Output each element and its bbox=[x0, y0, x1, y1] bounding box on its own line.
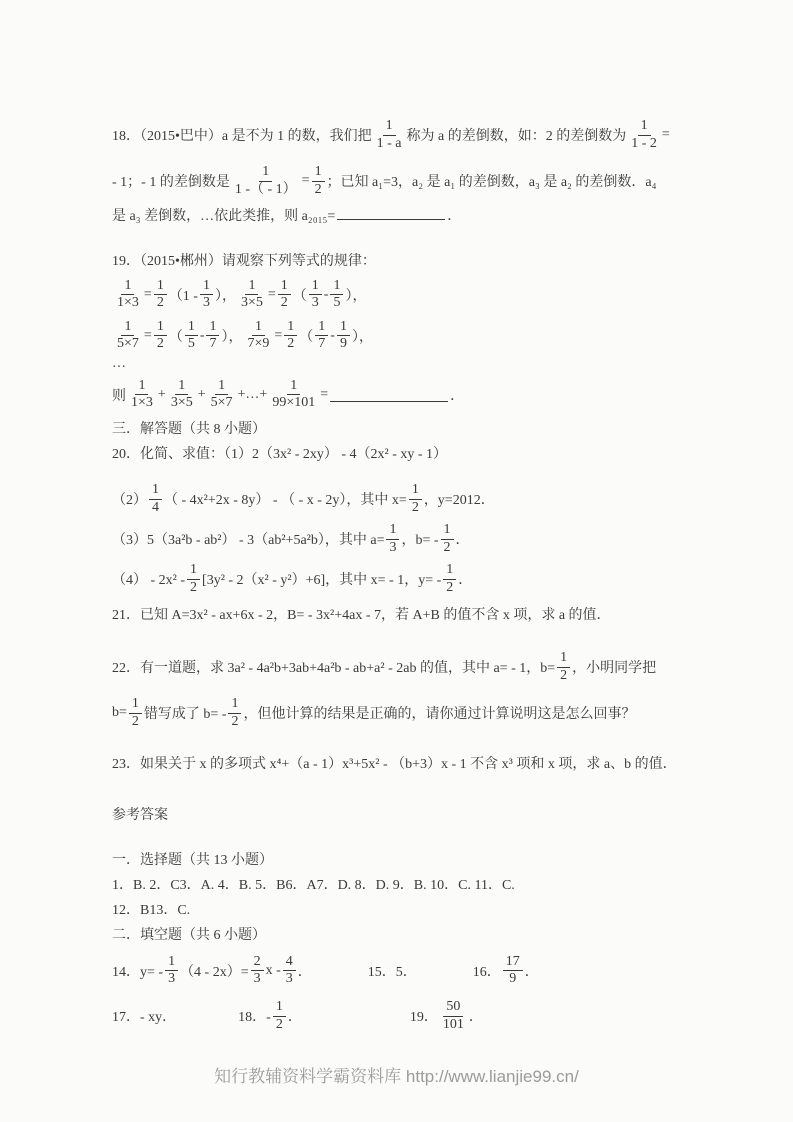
fraction-denominator: 1 -（ - 1） bbox=[234, 181, 297, 197]
fraction-numerator: 1 bbox=[121, 278, 134, 295]
fraction-denominator: 3×5 bbox=[240, 295, 263, 310]
fraction-numerator: 1 bbox=[187, 562, 200, 579]
answer-blank-q19 bbox=[330, 387, 448, 403]
fraction-numerator: 1 bbox=[309, 278, 322, 295]
fraction-denominator: 2 bbox=[275, 1016, 283, 1032]
fraction-denominator: 3 bbox=[168, 971, 176, 986]
fraction-denominator: 3 bbox=[253, 971, 261, 986]
fraction-numerator: 1 bbox=[245, 278, 258, 295]
fraction-numerator: 17 bbox=[503, 954, 523, 971]
fraction bbox=[315, 319, 328, 352]
text-run: 18．- bbox=[238, 1010, 271, 1025]
fraction-numerator: 1 bbox=[330, 278, 343, 295]
fraction-numerator: 1 bbox=[386, 522, 399, 539]
fraction-denominator: 2 bbox=[280, 295, 288, 310]
fraction bbox=[154, 278, 167, 311]
text-run: = bbox=[301, 173, 310, 188]
text-run: 二．填空题（共 6 小题） bbox=[112, 928, 266, 943]
fraction bbox=[149, 482, 162, 515]
fraction bbox=[309, 278, 322, 311]
fraction-numerator: 1 bbox=[129, 696, 142, 713]
text-run: ． bbox=[287, 1010, 302, 1025]
fraction-denominator: 2 bbox=[131, 713, 139, 729]
equals-sign: = bbox=[320, 386, 329, 402]
fraction-numerator: 50 bbox=[443, 999, 463, 1016]
fraction-numerator: 1 bbox=[175, 378, 188, 395]
text-run: ）， bbox=[345, 288, 367, 304]
fraction-numerator: 1 bbox=[135, 378, 148, 395]
fraction-denominator: 5×7 bbox=[117, 336, 139, 351]
answers-choice-line-2 bbox=[112, 898, 698, 923]
fraction-denominator: 2 bbox=[287, 336, 295, 351]
question-22-line-1 bbox=[112, 644, 698, 690]
question-18-line-2 bbox=[112, 158, 698, 204]
text-run: （4） - 2x² - bbox=[112, 573, 186, 588]
fraction-denominator: 5×7 bbox=[210, 395, 233, 410]
text-run: 称为 a 的差倒数，如：2 的差倒数为 bbox=[406, 129, 627, 144]
text-run: （ - 4x²+2x - 8y） - （ - x - 2y），其中 x= bbox=[164, 493, 407, 508]
answers-section-1-header bbox=[112, 848, 698, 873]
question-18-line-3 bbox=[112, 204, 698, 229]
fraction bbox=[443, 562, 456, 595]
fraction-numerator: 1 bbox=[121, 319, 134, 336]
fraction-numerator: 1 bbox=[154, 319, 167, 336]
fraction bbox=[337, 319, 350, 352]
fraction-denominator: 2 bbox=[446, 579, 454, 595]
text-run: ． bbox=[450, 388, 465, 404]
fraction-denominator: 7×9 bbox=[247, 336, 270, 351]
answers-fill-row-1 bbox=[112, 948, 698, 993]
fraction bbox=[187, 562, 200, 595]
section-3-header bbox=[112, 417, 698, 442]
fraction-numerator: 1 bbox=[215, 378, 228, 395]
text-run: ，但他计算的结果是正确的，请你通过计算说明这是怎么回事？ bbox=[243, 707, 636, 722]
question-20-part-4 bbox=[112, 559, 698, 599]
fraction-numerator: 1 bbox=[273, 999, 286, 1016]
fraction-denominator: 2 bbox=[314, 181, 322, 197]
fraction bbox=[278, 278, 291, 311]
fraction bbox=[232, 164, 300, 197]
text-run: 是 a₃ 差倒数，…依此类推，则 a₂₀₁₅= bbox=[112, 209, 336, 224]
text-run: ，b= - bbox=[401, 533, 439, 548]
fraction bbox=[269, 378, 318, 411]
text-run: ． bbox=[297, 964, 312, 980]
equals-sign: = bbox=[267, 286, 276, 302]
answer-17 bbox=[112, 1006, 176, 1026]
text-run: （3）5（3a²b - ab²） - 3（ab²+5a²b），其中 a= bbox=[112, 533, 385, 548]
text-run: 22．有一道题，求 3a² - 4a²b+3ab+4a²b - ab+a² - 2ab 的值，其中 a= - 1，b= bbox=[112, 661, 556, 676]
text-run: ；已知 a₁=3，a₂ 是 a₁ 的差倒数，a₃ 是 a₂ 的差倒数．a₄ bbox=[326, 175, 657, 190]
text-run: 则 bbox=[112, 388, 126, 404]
answer-14 bbox=[112, 954, 312, 987]
text-run: x - bbox=[265, 962, 281, 978]
text-run: ． bbox=[455, 533, 470, 548]
question-20-part-3 bbox=[112, 519, 698, 559]
fraction bbox=[283, 954, 296, 987]
fraction-numerator: 1 bbox=[409, 482, 422, 499]
fraction bbox=[628, 118, 660, 151]
text-run: ． bbox=[458, 573, 473, 588]
fraction-numerator: 1 bbox=[557, 650, 570, 667]
fraction-denominator: 3 bbox=[202, 295, 210, 310]
answer-blank-q18 bbox=[337, 204, 445, 220]
fraction bbox=[114, 319, 142, 352]
question-20-part-2 bbox=[112, 479, 698, 519]
fraction-denominator: 1 - a bbox=[376, 135, 402, 151]
text-run: 参考答案 bbox=[112, 808, 168, 823]
fraction-numerator: 1 bbox=[287, 378, 300, 395]
text-run: ． bbox=[524, 964, 539, 980]
text-run: （ bbox=[299, 329, 314, 345]
fraction-denominator: 5 bbox=[333, 295, 341, 310]
answer-15 bbox=[368, 961, 417, 981]
watermark-text: 知行教辅资料学霸资料库 http://www.lianjie99.cn/ bbox=[214, 1067, 579, 1086]
fraction-denominator: 2 bbox=[156, 295, 164, 310]
fraction-denominator: 3 bbox=[389, 539, 397, 555]
minus-sign: - bbox=[199, 327, 205, 343]
fraction-denominator: 3×5 bbox=[170, 395, 193, 410]
fraction bbox=[208, 378, 236, 411]
text-run: 23．如果关于 x 的多项式 x⁴+（a - 1）x³+5x² - （b+3）x - 1 不含 x³ 项和 x 项，求 a、b 的值． bbox=[112, 757, 677, 772]
fraction-numerator: 1 bbox=[185, 319, 198, 336]
fraction bbox=[228, 696, 241, 729]
question-19-row-2 bbox=[112, 315, 698, 356]
fraction-numerator: 1 bbox=[154, 278, 167, 295]
answers-section-2-header bbox=[112, 923, 698, 948]
fraction-denominator: 101 bbox=[442, 1016, 464, 1032]
fraction bbox=[284, 319, 297, 352]
text-run: ）， bbox=[351, 329, 373, 345]
fraction-numerator: 1 bbox=[315, 319, 328, 336]
fraction bbox=[128, 378, 156, 411]
fraction bbox=[312, 164, 325, 197]
fraction-numerator: 4 bbox=[283, 954, 296, 971]
fraction bbox=[168, 378, 196, 411]
fraction bbox=[185, 319, 198, 352]
fraction bbox=[557, 650, 570, 683]
fraction-denominator: 5 bbox=[187, 336, 195, 351]
fraction-numerator: 2 bbox=[251, 954, 264, 971]
text-run: 21．已知 A=3x² - ax+6x - 2，B= - 3x²+4ax - 7，若 A+B 的值不含 x 项，求 a 的值． bbox=[112, 608, 611, 623]
fraction bbox=[251, 954, 264, 987]
question-21 bbox=[112, 603, 698, 628]
text-run: 17．- xy． bbox=[112, 1010, 177, 1025]
question-19-row-3 bbox=[112, 372, 698, 417]
equals-sign: = bbox=[143, 286, 152, 302]
fraction-denominator: 1×3 bbox=[117, 295, 139, 310]
text-run: ，y=2012． bbox=[423, 493, 495, 508]
text-run: b= bbox=[112, 705, 127, 720]
fraction-numerator: 1 bbox=[149, 482, 162, 499]
fraction bbox=[154, 319, 167, 352]
answers-title bbox=[112, 803, 698, 828]
text-run: 20．化简、求值：（1）2（3x² - 2xy） - 4（2x² - xy - 1） bbox=[112, 447, 448, 462]
fraction bbox=[244, 319, 272, 352]
fraction bbox=[409, 482, 422, 515]
fraction bbox=[114, 278, 142, 311]
text-run: = bbox=[661, 127, 670, 142]
text-run: 19．（2015•郴州）请观察下列等式的规律： bbox=[112, 254, 376, 269]
minus-sign: - bbox=[330, 327, 335, 343]
answer-19 bbox=[410, 999, 483, 1032]
text-run: （2） bbox=[112, 493, 147, 508]
plus-sign: + bbox=[197, 386, 206, 402]
text-run: ． bbox=[468, 1010, 483, 1025]
answer-18 bbox=[238, 999, 302, 1032]
text-run: 错写成了 b= - bbox=[143, 707, 227, 722]
question-18-line-1 bbox=[112, 112, 698, 158]
fraction-numerator: 1 bbox=[443, 562, 456, 579]
fraction-numerator: 1 bbox=[441, 522, 454, 539]
site-watermark bbox=[0, 1062, 793, 1087]
text-run: 1．B. 2．C3．A. 4．B. 5．B6．A7．D. 8．D. 9．B. 10．C. 11．C. bbox=[112, 878, 515, 893]
fraction-numerator: 1 bbox=[165, 954, 178, 971]
fraction-numerator: 1 bbox=[312, 164, 325, 181]
fraction-denominator: 2 bbox=[411, 499, 419, 515]
equals-sign: = bbox=[143, 327, 152, 343]
fraction bbox=[129, 696, 142, 729]
question-19-row-1 bbox=[112, 274, 698, 315]
fraction-denominator: 1 - 2 bbox=[631, 135, 657, 151]
fraction-denominator: 2 bbox=[231, 713, 239, 729]
fraction-denominator: 2 bbox=[156, 336, 164, 351]
fraction bbox=[273, 999, 286, 1032]
fraction-denominator: 3 bbox=[311, 295, 319, 310]
text-run: ）， bbox=[214, 288, 236, 304]
equals-sign: = bbox=[274, 327, 283, 343]
fraction-denominator: 9 bbox=[509, 971, 517, 986]
text-run: （ bbox=[168, 329, 183, 345]
fraction-denominator: 7 bbox=[209, 336, 217, 351]
fraction-numerator: 1 bbox=[284, 319, 297, 336]
fraction-numerator: 1 bbox=[252, 319, 265, 336]
fraction-numerator: 1 bbox=[638, 118, 651, 135]
fraction-denominator: 2 bbox=[560, 667, 568, 683]
fraction-numerator: 1 bbox=[200, 278, 213, 295]
fraction bbox=[441, 522, 454, 555]
text-run: ． bbox=[447, 209, 462, 224]
text-run: - 1；- 1 的差倒数是 bbox=[112, 175, 230, 190]
answer-16 bbox=[473, 954, 539, 987]
fraction-denominator: 9 bbox=[339, 336, 347, 351]
fraction-denominator: 99×101 bbox=[272, 395, 316, 410]
text-run: … bbox=[112, 356, 126, 371]
fraction-numerator: 1 bbox=[337, 319, 350, 336]
fraction bbox=[238, 278, 266, 311]
fraction bbox=[200, 278, 213, 311]
text-run: 15．5． bbox=[367, 964, 417, 980]
question-19-header bbox=[112, 249, 698, 274]
fraction-numerator: 1 bbox=[278, 278, 291, 295]
fraction-denominator: 2 bbox=[443, 539, 451, 555]
fraction-numerator: 1 bbox=[206, 319, 219, 336]
plus-sign: + bbox=[157, 386, 166, 402]
worksheet-content bbox=[112, 112, 698, 1039]
answers-fill-row-2 bbox=[112, 993, 698, 1039]
text-run: 三．解答题（共 8 小题） bbox=[112, 422, 266, 437]
text-run: （1 - bbox=[168, 288, 198, 304]
text-run: 12．B13．C. bbox=[112, 903, 191, 918]
fraction-denominator: 2 bbox=[190, 579, 198, 595]
question-22-line-2 bbox=[112, 690, 698, 736]
fraction bbox=[165, 954, 178, 987]
fraction-numerator: 1 bbox=[259, 164, 272, 181]
text-run: 14．y= - bbox=[112, 964, 164, 980]
text-run: ）， bbox=[221, 329, 243, 345]
text-run: ，小明同学把 bbox=[572, 661, 657, 676]
fraction bbox=[330, 278, 343, 311]
minus-sign: - bbox=[323, 286, 329, 302]
question-20-line-1 bbox=[112, 442, 698, 467]
fraction bbox=[440, 999, 467, 1032]
text-run: [3y² - 2（x² - y²）+6]，其中 x= - 1，y= - bbox=[202, 573, 442, 588]
text-run: 18．（2015•巴中）a 是不为 1 的数，我们把 bbox=[112, 129, 372, 144]
fraction-numerator: 1 bbox=[383, 118, 396, 135]
text-run: 16． bbox=[472, 964, 501, 980]
text-run: +…+ bbox=[237, 386, 268, 402]
fraction-denominator: 3 bbox=[285, 971, 293, 986]
fraction bbox=[503, 954, 523, 987]
fraction bbox=[374, 118, 405, 151]
fraction-denominator: 4 bbox=[152, 499, 159, 515]
question-23 bbox=[112, 752, 698, 777]
text-run: 一．选择题（共 13 小题） bbox=[112, 853, 273, 868]
fraction-denominator: 1×3 bbox=[131, 395, 153, 410]
text-run: （4 - 2x）= bbox=[180, 964, 249, 980]
text-run: （ bbox=[292, 288, 307, 304]
fraction bbox=[206, 319, 219, 352]
answers-choice-line-1 bbox=[112, 873, 698, 898]
fraction-numerator: 1 bbox=[228, 696, 241, 713]
fraction-denominator: 7 bbox=[318, 336, 326, 351]
text-run: 19． bbox=[409, 1010, 438, 1025]
ellipsis-line bbox=[112, 356, 698, 372]
fraction bbox=[386, 522, 399, 555]
